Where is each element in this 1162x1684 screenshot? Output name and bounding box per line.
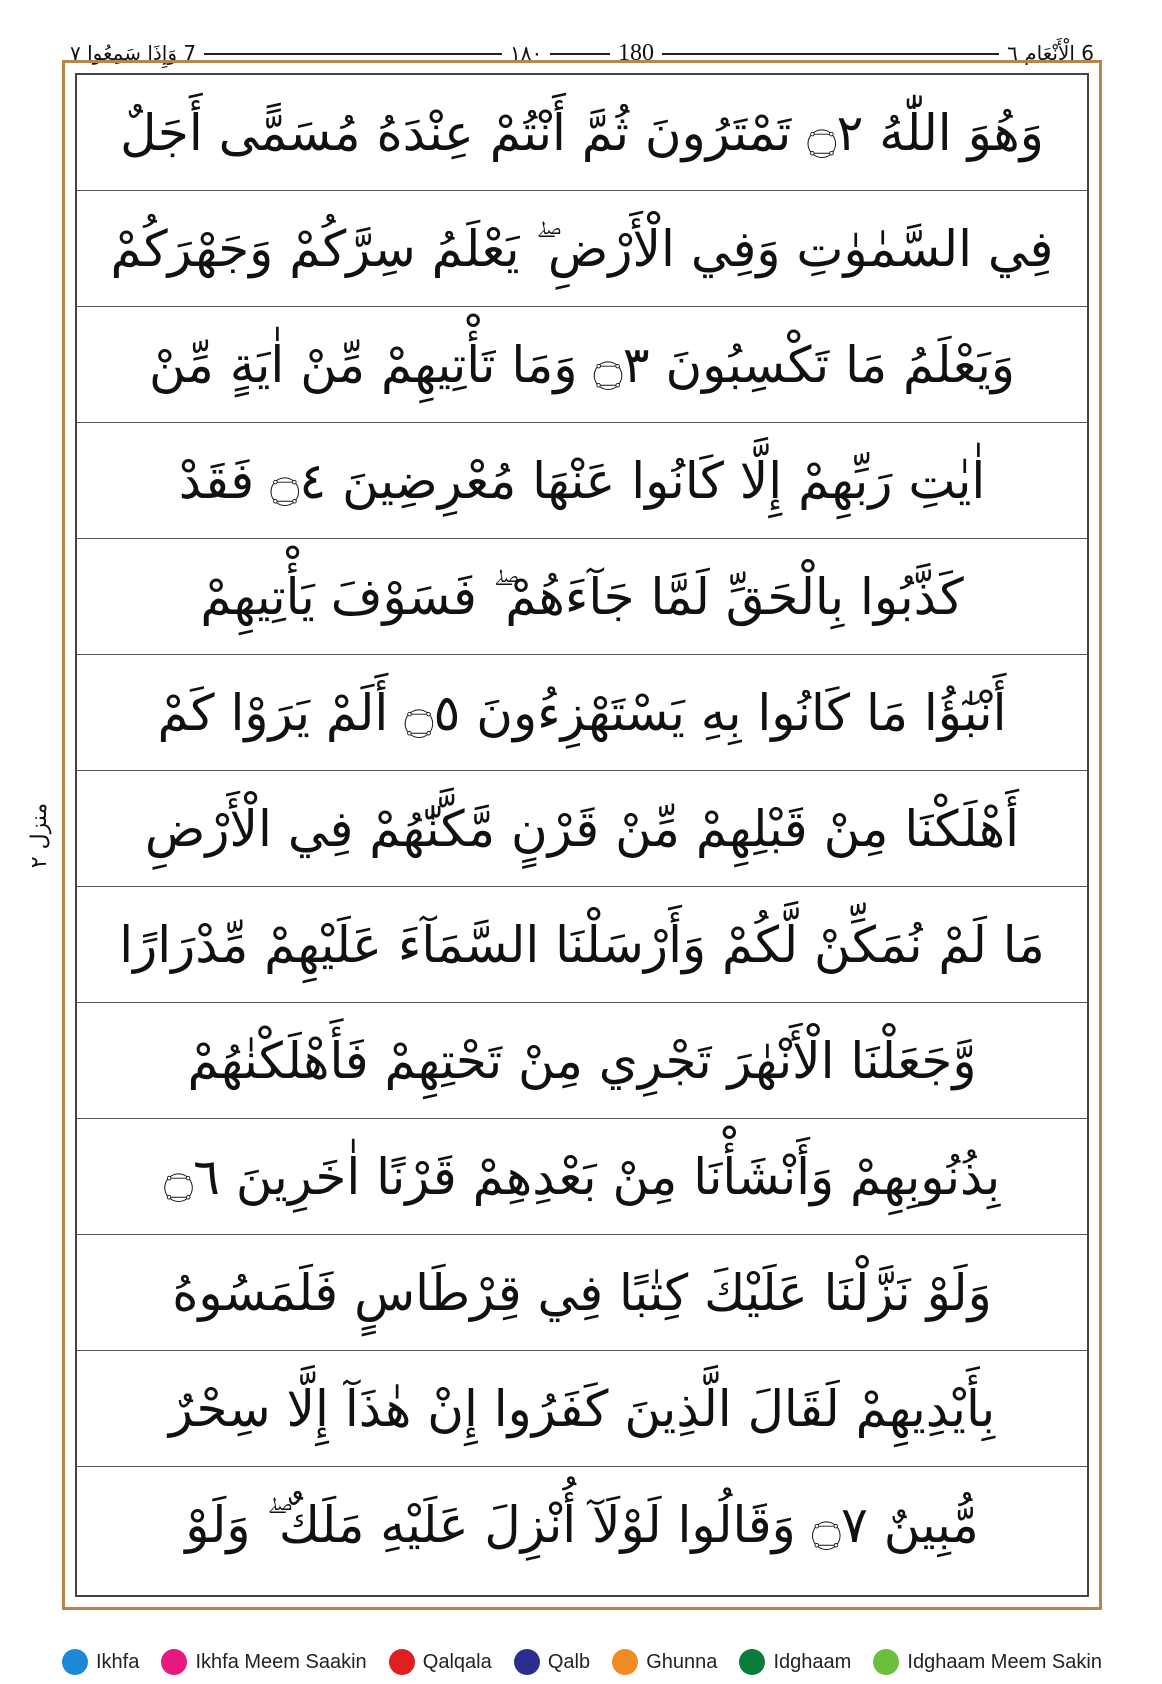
manzil-label: منزل ٢ (27, 802, 53, 868)
header-rule (62, 53, 1102, 55)
color-dot-icon (739, 1649, 765, 1675)
color-dot-icon (62, 1649, 88, 1675)
quran-line (77, 655, 1087, 771)
line-text: اٰيٰتِ رَبِّهِمْ إِلَّا كَانُوا عَنْهَا مُعْرِضِينَ ۝٤ فَقَدْ (178, 451, 986, 510)
page-number-arabic: ١٨٠ (502, 38, 550, 68)
legend-item-ghunna (612, 1649, 717, 1675)
surah-label: 6 الْأَنْعَام ٦ (999, 38, 1102, 68)
quran-line (77, 191, 1087, 307)
line-text: كَذَّبُوا بِالْحَقِّ لَمَّا جَآءَهُمْ ۖ فَسَوْفَ يَأْتِيهِمْ (200, 567, 964, 626)
legend-label: Ghunna (646, 1650, 718, 1673)
quran-lines (77, 75, 1087, 1595)
page-frame (62, 60, 1102, 1610)
legend-item-idghaam-meem-sakin (873, 1649, 1102, 1675)
legend-label: Qalqala (422, 1650, 492, 1673)
line-text: بِذُنُوبِهِمْ وَأَنْشَأْنَا مِنْ بَعْدِهِمْ قَرْنًا اٰخَرِينَ ۝٦ (163, 1147, 1001, 1206)
quran-line (77, 307, 1087, 423)
legend-label: Ikhfa Meem Saakin (195, 1650, 367, 1673)
legend-item-qalqala (389, 1649, 492, 1675)
manzil-margin-note (20, 780, 60, 890)
line-text: فِي السَّمٰوٰتِ وَفِي الْأَرْضِ ۖ يَعْلَمُ سِرَّكُمْ وَجَهْرَكُمْ (110, 219, 1054, 278)
legend-label: Ikhfa (96, 1650, 140, 1673)
quran-line (77, 75, 1087, 191)
line-text: وَلَوْ نَزَّلْنَا عَلَيْكَ كِتٰبًا فِي قِرْطَاسٍ فَلَمَسُوهُ (172, 1263, 992, 1322)
quran-line (77, 423, 1087, 539)
legend-item-qalb (514, 1649, 590, 1675)
color-dot-icon (161, 1649, 187, 1675)
quran-line (77, 1235, 1087, 1351)
color-dot-icon (389, 1649, 415, 1675)
line-text: أَهْلَكْنَا مِنْ قَبْلِهِمْ مِّنْ قَرْنٍ مَّكَّنّٰهُمْ فِي الْأَرْضِ (144, 799, 1020, 858)
line-text: وَهُوَ اللّٰهُ ۝٢ تَمْتَرُونَ ثُمَّ أَنْتُمْ عِنْدَهُ مُسَمًّى أَجَلٌ (120, 103, 1044, 162)
line-text: وَّجَعَلْنَا الْأَنْهٰرَ تَجْرِي مِنْ تَحْتِهِمْ فَأَهْلَكْنٰهُمْ (187, 1031, 977, 1090)
line-text: أَنْبٰٓؤُا مَا كَانُوا بِهِ يَسْتَهْزِءُونَ ۝٥ أَلَمْ يَرَوْا كَمْ (157, 683, 1007, 742)
quran-line (77, 1119, 1087, 1235)
quran-line (77, 1467, 1087, 1583)
juz-label: 7 وَإِذَا سَمِعُوا ٧ (62, 38, 204, 68)
line-text: وَيَعْلَمُ مَا تَكْسِبُونَ ۝٣ وَمَا تَأْتِيهِمْ مِّنْ اٰيَةٍ مِّنْ (148, 335, 1016, 394)
legend-item-idghaam (739, 1649, 851, 1675)
legend-item-ikhfa-meem-saakin (161, 1649, 366, 1675)
text-box (75, 73, 1089, 1597)
page-number: 180 (610, 38, 662, 68)
line-text: مُّبِينٌ ۝٧ وَقَالُوا لَوْلَآ أُنْزِلَ عَلَيْهِ مَلَكٌ ۖ وَلَوْ (185, 1496, 979, 1554)
quran-line (77, 539, 1087, 655)
legend-label: Idghaam Meem Sakin (907, 1650, 1102, 1673)
color-dot-icon (612, 1649, 638, 1675)
line-text: مَا لَمْ نُمَكِّنْ لَّكُمْ وَأَرْسَلْنَا السَّمَآءَ عَلَيْهِمْ مِّدْرَارًا (119, 915, 1045, 974)
legend-label: Idghaam (773, 1650, 852, 1673)
quran-line (77, 771, 1087, 887)
quran-line (77, 887, 1087, 1003)
color-dot-icon (514, 1649, 540, 1675)
legend-item-ikhfa (62, 1649, 139, 1675)
color-dot-icon (873, 1649, 899, 1675)
line-text: بِأَيْدِيهِمْ لَقَالَ الَّذِينَ كَفَرُوا إِنْ هٰذَآ إِلَّا سِحْرٌ (168, 1379, 996, 1438)
legend-label: Qalb (547, 1650, 591, 1673)
tajweed-legend (62, 1645, 1102, 1679)
quran-line (77, 1351, 1087, 1467)
quran-line (77, 1003, 1087, 1119)
